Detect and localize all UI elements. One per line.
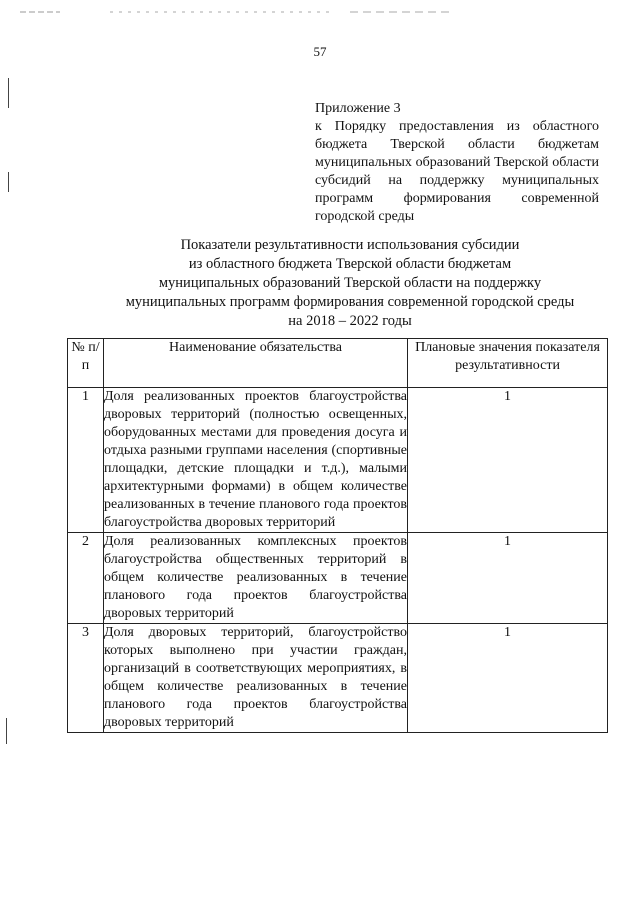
header-number: № п/п [68, 339, 104, 388]
scan-top-marks [0, 2, 640, 6]
title-line: Показатели результативности использования субсидии [180, 237, 520, 253]
page-number: 57 [313, 44, 327, 59]
scan-top-marks-svg [0, 11, 640, 15]
header-name: Наименование обязательства [104, 339, 408, 388]
row-name: Доля реализованных проектов благоустройства дворовых территорий (полностью освещенных, оборудованных местами для проведения досуга и отдыха разными группами населения (спортивные площадки, детские площадки и т.д.), малыми архитектурными формами) в общем количестве реализованных в течение планового года проектов благоустройства дворовых территорий [104, 388, 408, 533]
appendix-note [315, 100, 599, 226]
title-line: на 2018 – 2022 годы [288, 313, 412, 329]
appendix-text: к Порядку предоставления из областного бюджета Тверской области бюджетам муниципальных образований Тверской области субсидий на поддержку муниципальных программ формирования современной городской среды [315, 119, 599, 224]
row-number: 1 [68, 388, 104, 533]
row-name: Доля реализованных комплексных проектов благоустройства общественных территорий в общем количестве реализованных в течение планового года проектов благоустройства дворовых территорий [104, 533, 408, 624]
title-line: муниципальных образований Тверской области на поддержку [158, 275, 542, 291]
table-row [68, 533, 608, 624]
table-row [68, 388, 608, 533]
row-value: 1 [408, 624, 608, 733]
title-line: муниципальных программ формирования современной городской среды [125, 294, 575, 310]
row-name: Доля дворовых территорий, благоустройство которых выполнено при участии граждан, организаций в соответствующих мероприятиях, в общем количестве реализованных в течение планового года проектов благоустройства дворовых территорий [104, 624, 408, 733]
indicators-table [67, 338, 608, 733]
row-value: 1 [408, 533, 608, 624]
table-header-row [68, 339, 608, 388]
appendix-heading: Приложение 3 [315, 101, 401, 116]
header-value: Плановые значения показателя результативности [408, 339, 608, 388]
row-number: 3 [68, 624, 104, 733]
table-row [68, 624, 608, 733]
row-value: 1 [408, 388, 608, 533]
row-number: 2 [68, 533, 104, 624]
title-line: из областного бюджета Тверской области бюджетам [188, 256, 512, 272]
document-title [80, 236, 620, 331]
